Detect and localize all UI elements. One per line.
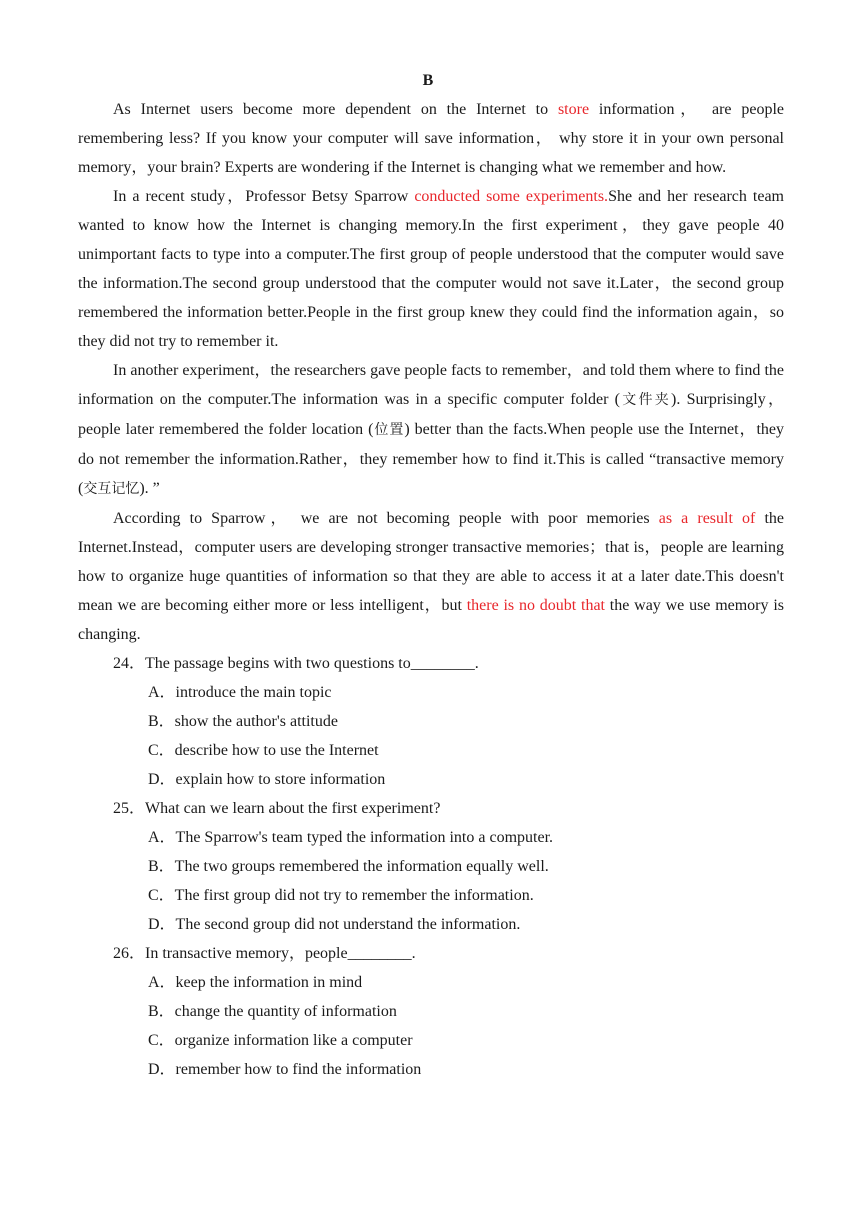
p3-chinese-transactive-memory: 交互记忆 bbox=[83, 481, 140, 497]
p3-text-1: In another experiment，the researchers gave people facts to remember，and told them where to find the information on the computer.The information was in a specific computer folder ( bbox=[78, 362, 784, 408]
p2-text-1: In a recent study，Professor Betsy Sparrow bbox=[113, 188, 415, 205]
option-a[interactable]: A．The Sparrow's team typed the information into a computer. bbox=[148, 829, 554, 846]
option-b[interactable]: B．The two groups remembered the information equally well. bbox=[148, 858, 549, 875]
question-26 bbox=[78, 939, 784, 1084]
option-c[interactable]: C．describe how to use the Internet bbox=[148, 742, 379, 759]
question-stem: 26．In transactive memory，people________. bbox=[113, 945, 416, 962]
p3-text-3: ) better than the facts.When people use the Internet，they do not remember the information.Rather，they remember how to find it.This is called “transactive memory ( bbox=[78, 421, 785, 497]
section-title: B bbox=[422, 72, 434, 89]
question-25 bbox=[78, 794, 784, 939]
p4-text-1: According to Sparrow， we are not becoming people with poor memories bbox=[113, 510, 659, 527]
p3-text-2: ). Surprisingly，people later remembered the folder location ( bbox=[78, 391, 785, 438]
option-b[interactable]: B．show the author's attitude bbox=[148, 713, 338, 730]
p1-highlight-store: store bbox=[557, 101, 590, 118]
option-a[interactable]: A．keep the information in mind bbox=[148, 974, 363, 991]
option-c[interactable]: C．organize information like a computer bbox=[148, 1032, 413, 1049]
passage-paragraph-2 bbox=[78, 182, 784, 356]
p3-text-4: ). ” bbox=[139, 480, 160, 497]
p3-chinese-location: 位置 bbox=[373, 422, 405, 438]
question-stem: 24．The passage begins with two questions to________. bbox=[113, 655, 479, 672]
p2-text-2: She and her research team wanted to know how the Internet is changing memory.In the first experiment，they gave people 40 unimportant facts to type into a computer.The first group of people understood that the computer would save the information.The second group understood that the computer would not save it.Later，the second group remembered the information better.People in the first group knew they could find the information again，so they did not try to remember it. bbox=[78, 188, 784, 350]
p4-highlight-no-doubt: there is no doubt that bbox=[466, 597, 605, 614]
option-d[interactable]: D．remember how to find the information bbox=[148, 1061, 422, 1078]
document-page bbox=[78, 66, 784, 1084]
option-d[interactable]: D．explain how to store information bbox=[148, 771, 386, 788]
p4-text-2: the Internet.Instead，computer users are developing stronger transactive memories；that is，people are learning how to organize huge quantities of information so that they are able to access it at a later date.This doesn't mean we are becoming either more or less intelligent，but bbox=[78, 510, 784, 614]
option-a[interactable]: A．introduce the main topic bbox=[148, 684, 332, 701]
p4-highlight-as-a-result-of: as a result of bbox=[658, 510, 756, 527]
passage-paragraph-4 bbox=[78, 504, 784, 649]
p1-text-1: As Internet users become more dependent on the Internet to bbox=[113, 101, 558, 118]
option-b[interactable]: B．change the quantity of information bbox=[148, 1003, 397, 1020]
p3-chinese-folder: 文件夹 bbox=[620, 392, 672, 408]
passage-paragraph-1 bbox=[78, 95, 784, 182]
p4-text-3: the way we use memory is changing. bbox=[78, 597, 784, 643]
question-24 bbox=[78, 649, 784, 794]
question-stem: 25．What can we learn about the first experiment? bbox=[113, 800, 441, 817]
option-d[interactable]: D．The second group did not understand the information. bbox=[148, 916, 521, 933]
passage-paragraph-3 bbox=[78, 356, 784, 504]
option-c[interactable]: C．The first group did not try to remember the information. bbox=[148, 887, 534, 904]
p2-highlight-conducted: conducted some experiments. bbox=[414, 188, 609, 205]
p1-text-2: information， are people remembering less? If you know your computer will save information， why store it in your own personal memory，your brain? Experts are wondering if the Internet is changing what we remember and how. bbox=[78, 101, 784, 176]
